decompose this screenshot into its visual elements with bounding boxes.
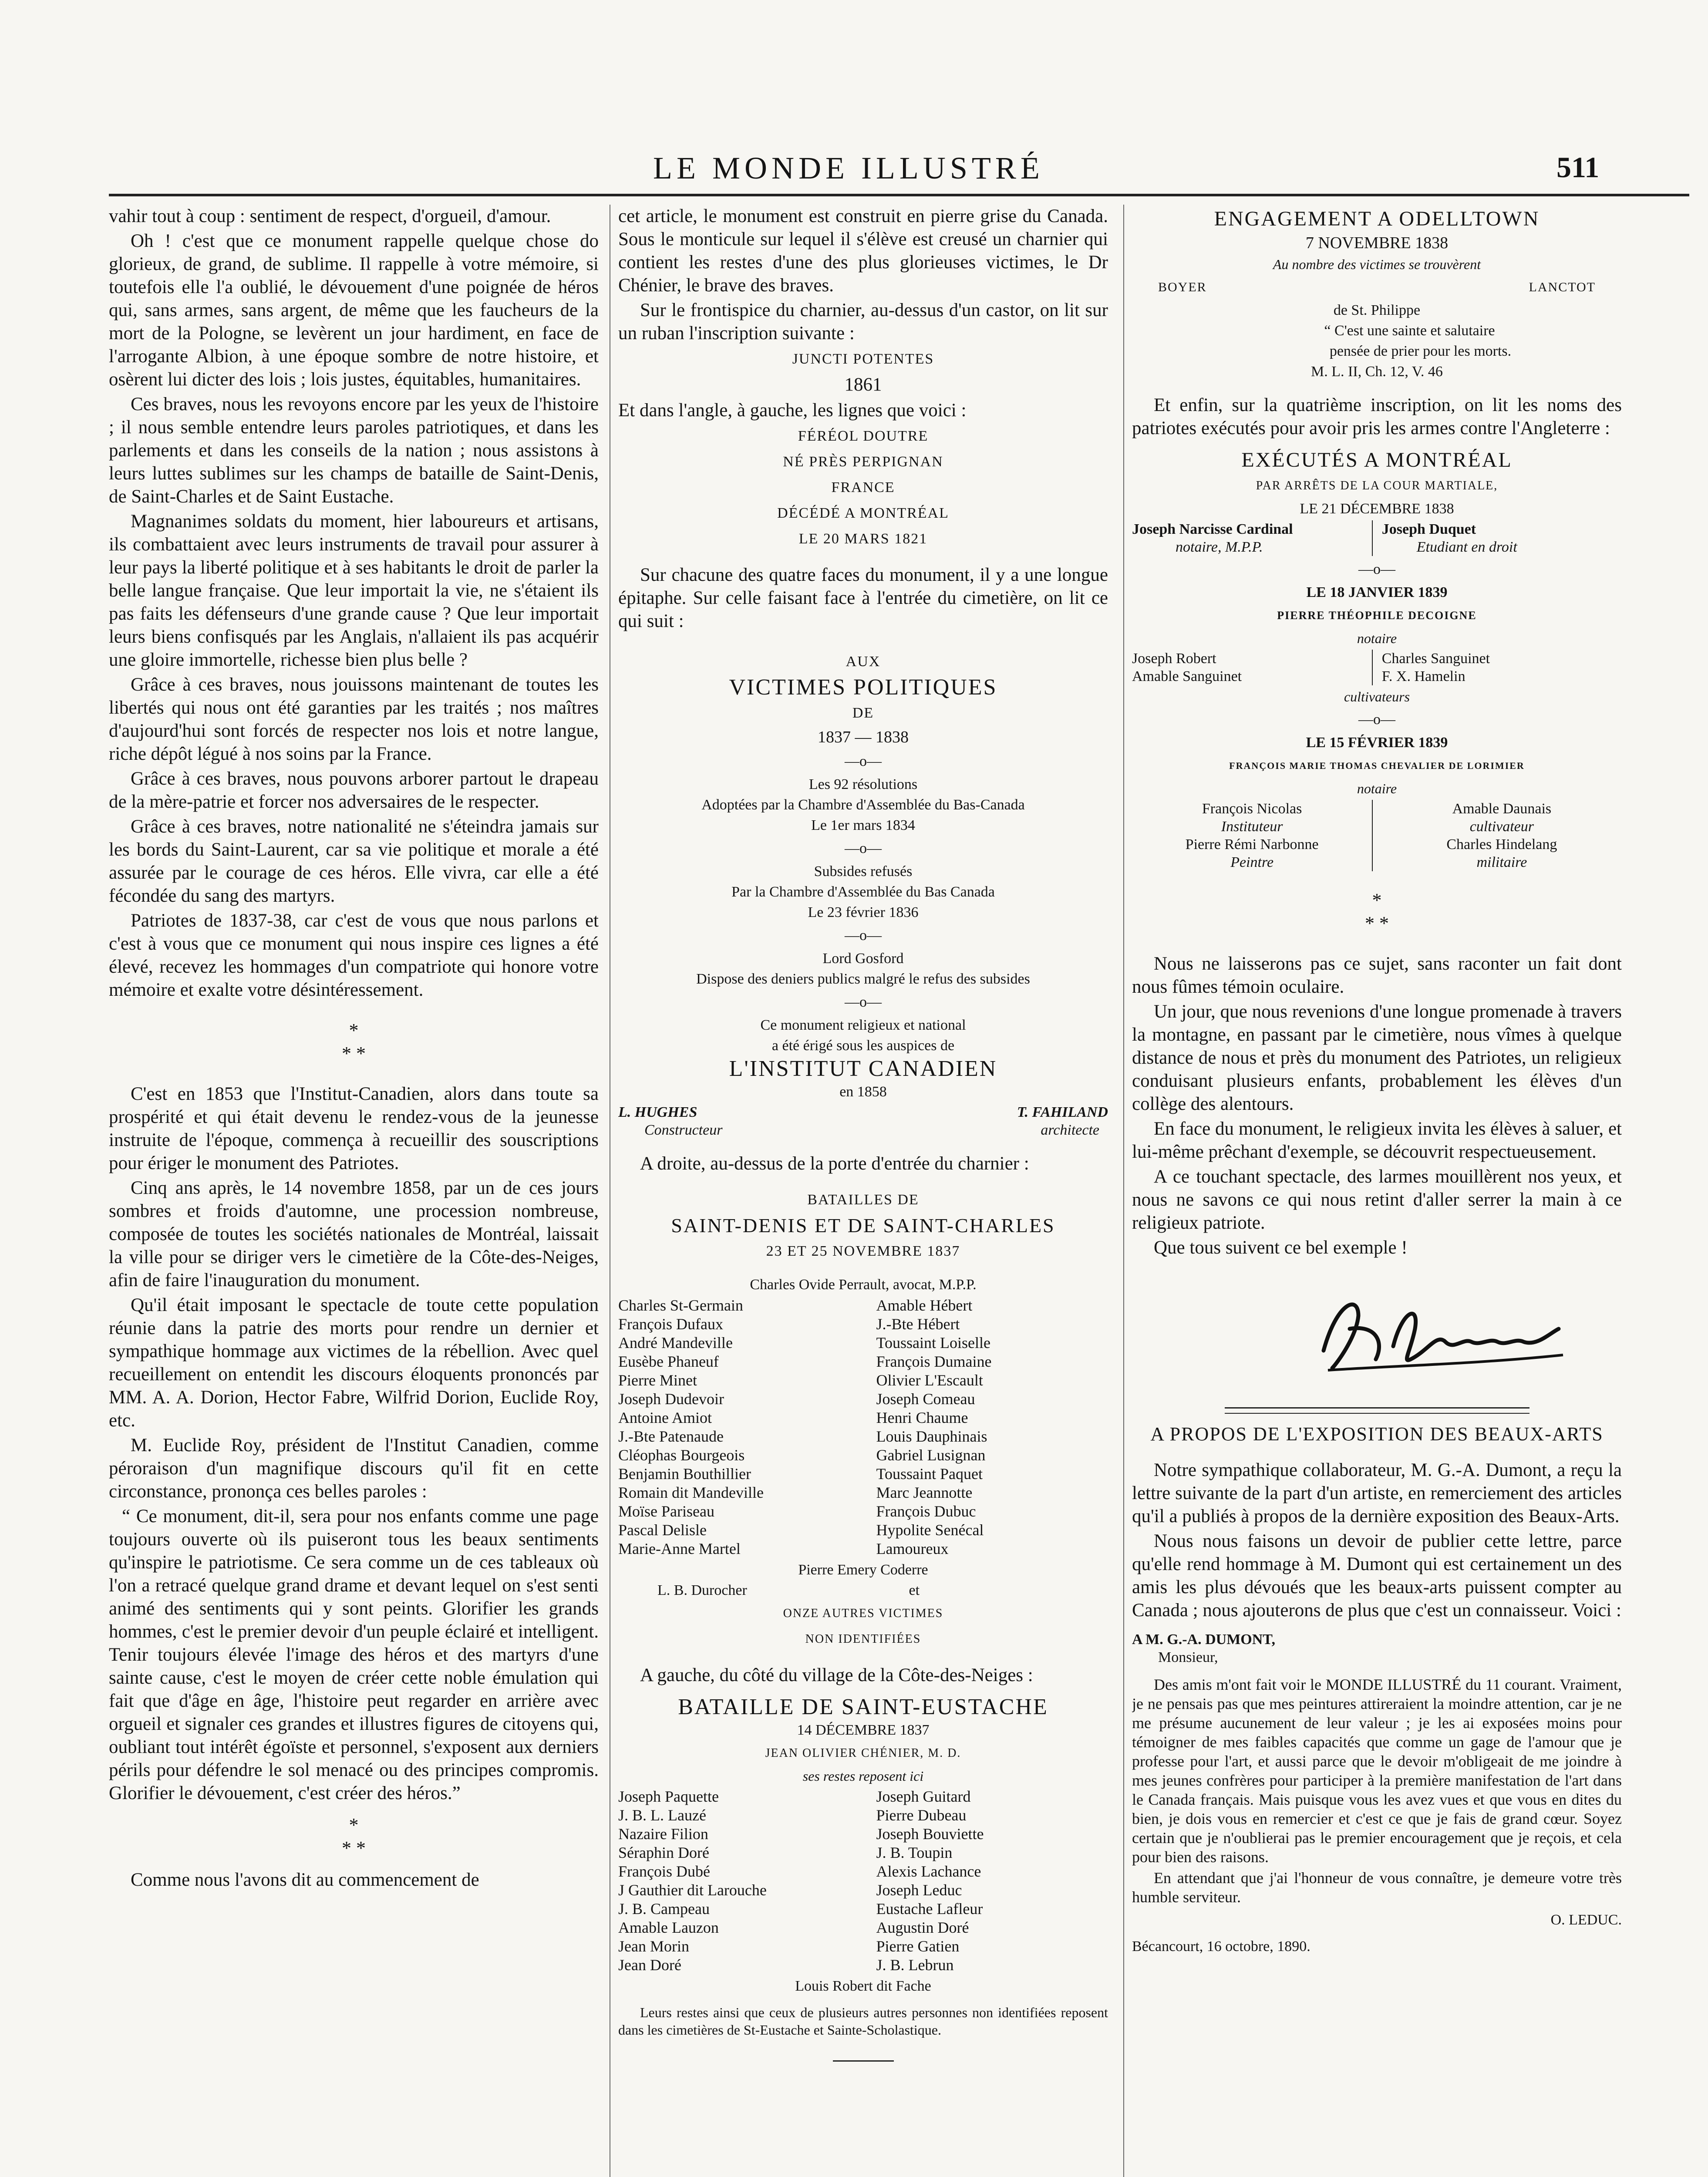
victim-name: BOYER	[1158, 280, 1207, 294]
letter-body: En attendant que j'ai l'honneur de vous connaître, je demeure votre très humble serviteur.	[1132, 1869, 1622, 1906]
victim-name: Cléophas Bourgeois	[618, 1446, 745, 1464]
epitaph-line: AUX	[846, 654, 881, 670]
executed-name: Pierre Rémi Narbonne	[1185, 836, 1319, 853]
letter-salutation: Monsieur,	[1158, 1649, 1218, 1665]
executed-pair	[1132, 520, 1622, 556]
epitaph-line: ses restes reposent ici	[802, 1768, 924, 1784]
paragraph: Nous ne laisserons pas ce sujet, sans raconter un fait dont nous fûmes témoin oculaire.	[1132, 954, 1622, 997]
executed-name: Joseph Narcisse Cardinal	[1132, 521, 1293, 537]
epitaph-line: Ce monument religieux et national	[760, 1017, 966, 1033]
separator: —o—	[845, 927, 882, 944]
paragraph: C'est en 1853 que l'Institut-Canadien, alors dans toute sa prospérité et qui était devenu le rendez-vous de la jeunesse instruite de l'époque, commença à recueillir des souscriptions pour ériger le monument des Patriotes.	[109, 1084, 599, 1173]
executed-pair	[1132, 650, 1622, 685]
epitaph-line: PAR ARRÊTS DE LA COUR MARTIALE,	[1256, 479, 1498, 492]
paragraph: cet article, le monument est construit en pierre grise du Canada. Sous le monticule sur lequel il s'élève est creusé un charnier qui contient les restes d'une des plus glorieuses victimes, le Dr Chénier, le brave des braves.	[618, 206, 1108, 296]
executed-title: Instituteur	[1221, 819, 1283, 835]
epitaph-line: en 1858	[839, 1084, 887, 1100]
victim-name: Gabriel Lusignan	[876, 1446, 986, 1464]
paragraph: En face du monument, le religieux invita les élèves à saluer, et lui-même prêchant d'exemple, se découvrit respectueusement.	[1132, 1119, 1622, 1162]
epitaph-line: Le 23 février 1836	[808, 904, 919, 920]
victim-name: Charles St-Germain	[618, 1297, 743, 1314]
victim-name: J. B. Lebrun	[876, 1956, 954, 1974]
section-date: LE 21 DÉCEMBRE 1838	[1300, 501, 1454, 517]
paragraph: Grâce à ces braves, nous pouvons arborer partout le drapeau de la mère-patrie et forcer nos adversaires de le respecter.	[109, 768, 599, 812]
separator: —o—	[1358, 711, 1395, 728]
epitaph-line: JEAN OLIVIER CHÉNIER, M. D.	[765, 1746, 961, 1760]
inscription-line: LE 20 MARS 1821	[798, 531, 928, 547]
victim-name: J. B. Campeau	[618, 1900, 710, 1918]
victim-name: Amable Lauzon	[618, 1919, 719, 1936]
executed-name: Amable Daunais	[1452, 801, 1552, 817]
victim-name: Joseph Leduc	[876, 1881, 962, 1899]
section-date: LE 15 FÉVRIER 1839	[1306, 735, 1448, 751]
executed-title: Etudiant en droit	[1416, 539, 1517, 555]
victim-name: Pascal Delisle	[618, 1521, 707, 1539]
executed-name: François Nicolas	[1202, 801, 1302, 817]
victim-name: Joseph Paquette	[618, 1788, 719, 1805]
victim-name: Antoine Amiot	[618, 1409, 712, 1426]
separator: —o—	[1358, 561, 1395, 577]
victim-name: Jean Morin	[618, 1938, 689, 1955]
letter-body: Des amis m'ont fait voir le MONDE ILLUSTRÉ du 11 courant. Vraiment, je ne pensais pas que mes peintures attireraient la moindre attention, car je ne me présume aucunement de leur valeur ; je les ai exposées moins pour témoigner de mes faibles capacités que comme un gage de l'amour que je professe pour l'art, et aussi parce que le devoir m'obligeait de me joindre à mes jeunes confrères pour participer à la première manifestation de l'art dans le Canada français. Mais puisque vous les avez vues et que vous en dites du bien, je dois vous en remercier et c'est ce que je fais de grand cœur. Soyez certain que je n'oublierai pas le premier encouragement que je reçois, et cela pour bien des raisons.	[1132, 1676, 1622, 1866]
inscription-line: FÉRÉOL DOUTRE	[798, 428, 929, 444]
inscription-line: FRANCE	[831, 479, 895, 495]
paragraph: Notre sympathique collaborateur, M. G.-A. Dumont, a reçu la lettre suivante de la part d'un artiste, en remerciement des articles qu'il a publiés à propos de la dernière exposition des Beaux-Arts.	[1132, 1460, 1622, 1527]
separator: —o—	[845, 753, 882, 769]
victim-name: Marie-Anne Martel	[618, 1540, 741, 1557]
victims-left	[618, 1787, 850, 1975]
executed-name: Charles Hindelang	[1446, 836, 1557, 853]
victims-left	[618, 1296, 850, 1558]
paragraph: Magnanimes soldats du moment, hier laboureurs et artisans, ils combattaient avec leurs instruments de travail pour assurer à leur pays la liberté politique et à ses habitants le droit de parler la belle langue française. Que leur importait la vie, ne s'étaient ils pas faits les défenseurs d'une grande cause ? Que leur importait leurs biens confisqués par les Anglais, n'allaient ils pas acquérir une gloire immortelle, richesse bien plus belle ?	[109, 511, 599, 670]
section-date: 7 NOVEMBRE 1838	[1305, 234, 1449, 252]
epitaph-date: 23 ET 25 NOVEMBRE 1837	[766, 1243, 960, 1259]
article-title: A PROPOS DE L'EXPOSITION DES BEAUX-ARTS	[1150, 1423, 1604, 1445]
paragraph: Comme nous l'avons dit au commencement de	[131, 1870, 479, 1890]
victim-name: Séraphin Doré	[618, 1844, 709, 1861]
executed-name: Charles Sanguinet	[1381, 650, 1490, 667]
executed-name: Amable Sanguinet	[1132, 668, 1242, 684]
paragraph: Qu'il était imposant le spectacle de toute cette population réunie dans la patrie des morts pour rendre un dernier et sympathique hommage aux victimes de la rébellion. Avec quel recueillement on entendit les discours éloquents prononcés par MM. A. A. Dorion, Hector Fabre, Wilfrid Dorion, Euclide Roy, etc.	[109, 1295, 599, 1431]
header-rule	[109, 194, 1689, 196]
column-1	[109, 205, 599, 2177]
paragraph: Sur chacune des quatre faces du monument, il y a une longue épitaphe. Sur celle faisant face à l'entrée du cimetière, on lit ce qui suit :	[618, 565, 1108, 631]
victim-name: François Dubuc	[876, 1503, 976, 1520]
victim-name: Marc Jeannotte	[876, 1484, 973, 1501]
victim-name: Eustache Lafleur	[876, 1900, 983, 1918]
paragraph: M. Euclide Roy, président de l'Institut Canadien, comme péroraison d'un magnifique discours qu'il fit en cette circonstance, prononça ces belles paroles :	[109, 1435, 599, 1502]
executed-title: cultivateurs	[1344, 689, 1410, 704]
executed-name: FRANÇOIS MARIE THOMAS CHEVALIER DE LORIMIER	[1229, 760, 1525, 771]
executed-title: militaire	[1476, 854, 1527, 870]
victim-name: Augustin Doré	[876, 1919, 969, 1936]
epitaph-line: DE	[852, 705, 874, 721]
builder-title: Constructeur	[644, 1122, 723, 1138]
victim-name: Amable Hébert	[876, 1297, 973, 1314]
epitaph-line: NON IDENTIFIÉES	[805, 1632, 921, 1646]
executed-title: notaire	[1357, 630, 1397, 646]
victim-name: Henri Chaume	[876, 1409, 968, 1426]
divider	[1225, 1413, 1529, 1414]
page-header	[0, 0, 1708, 183]
epitaph-line: Subsides refusés	[814, 863, 913, 880]
epitaph-line: et	[909, 1582, 920, 1598]
victim-name: J. B. Toupin	[876, 1844, 953, 1861]
section-stars: * * *	[1365, 890, 1389, 934]
paragraph: Et enfin, sur la quatrième inscription, on lit les noms des patriotes exécutés pour avoir pris les armes contre l'Angleterre :	[1132, 395, 1622, 438]
architect-title: architecte	[1041, 1122, 1099, 1138]
paragraph: vahir tout à coup : sentiment de respect, d'orgueil, d'amour.	[109, 206, 551, 226]
victim-name: Moïse Pariseau	[618, 1503, 714, 1520]
builder-name: L. HUGHES	[618, 1104, 697, 1120]
victim-name: Joseph Comeau	[876, 1390, 975, 1408]
victims-right	[850, 1296, 1108, 1558]
victim-name: J. B. L. Lauzé	[618, 1806, 706, 1824]
divider	[1225, 1407, 1529, 1409]
epitaph-line: Pierre Emery Coderre	[798, 1562, 928, 1578]
epitaph-line: Lord Gosford	[822, 950, 904, 967]
paragraph: Leurs restes ainsi que ceux de plusieurs autres personnes non identifiées reposent dans les cimetières de St-Eustache et Sainte-Scholastique.	[618, 2005, 1108, 2038]
executed-name: Joseph Duquet	[1381, 521, 1476, 537]
epitaph-title: L'INSTITUT CANADIEN	[729, 1056, 997, 1081]
victim-name: Joseph Bouviette	[876, 1825, 984, 1843]
separator: —o—	[845, 840, 882, 856]
victim-name: J.-Bte Hébert	[876, 1315, 960, 1333]
victim-name: François Dubé	[618, 1863, 710, 1880]
paragraph: Que tous suivent ce bel exemple !	[1154, 1237, 1408, 1258]
epitaph-title: SAINT-DENIS ET DE SAINT-CHARLES	[671, 1214, 1055, 1237]
paragraph: Cinq ans après, le 14 novembre 1858, par un de ces jours sombres et froids d'automne, une procession nombreuse, composée de toutes les sociétés nationales de Montréal, laissait la ville pour se diriger vers le cimetière de la Côte-des-Neiges, afin de faire l'inauguration du monument.	[109, 1178, 599, 1291]
victim-name: Pierre Gatien	[876, 1938, 960, 1955]
column-divider	[1123, 205, 1124, 2177]
column-2	[618, 205, 1108, 2177]
epitaph-line: Louis Robert dit Fache	[795, 1978, 931, 1994]
victim-name: Pierre Minet	[618, 1372, 697, 1389]
epitaph-line: de St. Philippe	[1333, 302, 1421, 318]
executed-pair	[1132, 800, 1622, 871]
paragraph: Oh ! c'est que ce monument rappelle quelque chose do glorieux, de grand, de sublime. Il rappelle à votre mémoire, si toutefois elle l'a oublié, le dévouement d'une poignée de héros qui, sans armes, sans argent, de même que les faucheurs de la mort de la Pologne, se levèrent un jour hardiment, en face de l'arrogante Albion, à une époque sombre de notre histoire, et osèrent lui dicter des lois ; lois justes, équitables, humanitaires.	[109, 231, 599, 390]
victim-name: LANCTOT	[1529, 280, 1596, 294]
epitaph-line: Charles Ovide Perrault, avocat, M.P.P.	[750, 1277, 977, 1293]
epitaph-line: Les 92 résolutions	[809, 776, 918, 792]
quote-line: pensée de prier pour les morts.	[1329, 343, 1512, 359]
page-number: 511	[1556, 151, 1600, 184]
section-date: LE 18 JANVIER 1839	[1306, 584, 1448, 600]
victim-name: André Mandeville	[618, 1334, 733, 1351]
victim-name: Romain dit Mandeville	[618, 1484, 764, 1501]
handwritten-signature-icon	[1132, 1277, 1611, 1390]
epitaph-line: Au nombre des victimes se trouvèrent	[1273, 256, 1481, 272]
epitaph-line: ONZE AUTRES VICTIMES	[783, 1607, 943, 1620]
epitaph-pair	[618, 1581, 1108, 1599]
executed-title: Peintre	[1230, 854, 1274, 870]
letter-addressee: A M. G.-A. DUMONT,	[1132, 1631, 1275, 1648]
quote-line: “ C'est une sainte et salutaire	[1324, 323, 1495, 339]
victim-name: Joseph Guitard	[876, 1788, 971, 1805]
epitaph-line: Le 1er mars 1834	[811, 817, 915, 833]
inscription-motto: JUNCTI POTENTES	[792, 351, 934, 367]
paragraph: Patriotes de 1837-38, car c'est de vous que nous parlons et c'est à vous que ce monument qui nous inspire ces lignes a été élevé, recevez les hommages d'un compatriote qui honore votre mémoire et exalte votre désintéressement.	[109, 910, 599, 1000]
executed-name: F. X. Hamelin	[1381, 668, 1465, 684]
section-title: EXÉCUTÉS A MONTRÉAL	[1241, 448, 1513, 472]
epitaph-line: BATAILLES DE	[807, 1192, 919, 1208]
executed-title: cultivateur	[1469, 819, 1534, 835]
executed-name: Joseph Robert	[1132, 650, 1216, 667]
victim-name: Pierre Dubeau	[876, 1806, 967, 1824]
paragraph: A ce touchant spectacle, des larmes mouillèrent nos yeux, et nous ne savons ce qui nous retint d'aller serrer la main à ce religieux patriote.	[1132, 1166, 1622, 1233]
paragraph: Nous nous faisons un devoir de publier cette lettre, parce qu'elle rend hommage à M. Dumont qui est certainement un des amis les plus dévoués que les beaux-arts puissent compter au Canada ; nous ajouterons de plus que c'est un connaisseur. Voici :	[1132, 1531, 1622, 1621]
quotation: “ Ce monument, dit-il, sera pour nos enfants comme une page toujours ouverte où ils puiseront tous les beaux sentiments qu'inspire le patriotisme. Ce sera comme un de ces tableaux où l'on a retracé quelque grand drame et devant lequel on s'est senti animé des sentiments qui y sont peints. Glorifier les grands hommes, c'est le premier devoir d'un peuple éclairé et intelligent. Tenir toujours élevée l'image des héros et des martyrs d'une sainte cause, c'est le moyen de créer cette noble émulation qui fait que d'âge en âge, l'histoire peut regarder en arrière avec orgueil et signaler ces grandes et illustres figures de citoyens qui, oubliant tout intérêt égoïste et personnel, s'exposent aux derniers périls pour défendre le sol menacé ou des principes compromis. Glorifier le dévouement, c'est créer des héros.”	[109, 1506, 599, 1803]
victim-name: Toussaint Loiselle	[876, 1334, 990, 1351]
epitaph-line: Par la Chambre d'Assemblée du Bas Canada	[731, 884, 995, 900]
victim-name: Olivier L'Escault	[876, 1372, 983, 1389]
victim-name: Louis Dauphinais	[876, 1428, 987, 1445]
victim-name: J.-Bte Patenaude	[618, 1428, 724, 1445]
inscription-line: DÉCÉDÉ A MONTRÉAL	[777, 505, 949, 521]
victim-pair	[1132, 276, 1622, 299]
paragraph: Grâce à ces braves, nous jouissons maintenant de toutes les libertés qui nous ont été garanties par les traités ; nos maîtres d'aujourd'hui sont forcés de respecter nos lois et notre langue, riche dépôt légué à nos soins par la France.	[109, 674, 599, 764]
victim-name: Eusèbe Phaneuf	[618, 1353, 719, 1370]
builders	[618, 1103, 1108, 1139]
paragraph: Ces braves, nous les revoyons encore par les yeux de l'histoire ; il nous semble entendre leurs paroles patriotiques, et dans les parlements et dans les conseils de la nation ; nous assistons à leurs luttes sublimes sur les champs de bataille de Saint-Denis, de Saint-Charles et de Saint Eustache.	[109, 394, 599, 507]
section-title: ENGAGEMENT A ODELLTOWN	[1214, 207, 1540, 230]
executed-title: notaire	[1357, 781, 1397, 796]
victim-name: Benjamin Bouthillier	[618, 1465, 751, 1483]
epitaph-date: 14 DÉCEMBRE 1837	[797, 1722, 930, 1738]
victim-name: François Dumaine	[876, 1353, 992, 1370]
inscription-line: NÉ PRÈS PERPIGNAN	[783, 454, 943, 470]
paragraph: Un jour, que nous revenions d'une longue promenade à travers la montagne, en passant par le cimetière, nous vîmes à quelque distance de nous et près du monument des Patriotes, un religieux conduisant plusieurs enfants, probablement les élèves d'un collège des alentours.	[1132, 1001, 1622, 1114]
epitaph-line: a été érigé sous les auspices de	[771, 1038, 955, 1054]
signature	[1132, 1277, 1622, 1390]
victim-name: Joseph Dudevoir	[618, 1390, 724, 1408]
victim-name: Hypolite Senécal	[876, 1521, 984, 1539]
executed-name: PIERRE THÉOPHILE DECOIGNE	[1277, 609, 1477, 622]
inscription-year: 1861	[844, 374, 882, 395]
epitaph-line: L. B. Durocher	[657, 1582, 747, 1598]
victims-right	[850, 1787, 1108, 1975]
epitaph-line: Dispose des deniers publics malgré le refus des subsides	[696, 971, 1030, 987]
letter-signature: O. LEDUC.	[1550, 1912, 1622, 1928]
section-stars: * * *	[342, 1814, 366, 1859]
paragraph: Grâce à ces braves, notre nationalité ne s'éteindra jamais sur les bords du Saint-Laurent, car sa vie politique et morale a été assurée par le courage de ces héros. Elle vivra, car elle a été fécondée du sang des martyrs.	[109, 816, 599, 906]
paragraph: Sur le frontispice du charnier, au-dessus d'un castor, on lit sur un ruban l'inscription suivante :	[618, 300, 1108, 344]
letter-place-date: Bécancourt, 16 octobre, 1890.	[1132, 1938, 1310, 1955]
victim-name: Lamoureux	[876, 1540, 949, 1557]
epitaph-title: BATAILLE DE SAINT-EUSTACHE	[678, 1695, 1048, 1719]
victims-list	[618, 1296, 1108, 1558]
victim-name: Nazaire Filion	[618, 1825, 708, 1843]
column-3	[1132, 205, 1622, 2177]
reference: M. L. II, Ch. 12, V. 46	[1311, 364, 1443, 380]
victims-list	[618, 1787, 1108, 1975]
separator: —o—	[845, 994, 882, 1010]
masthead: LE MONDE ILLUSTRÉ	[653, 151, 1044, 185]
victim-name: François Dufaux	[618, 1315, 723, 1333]
paragraph: A gauche, du côté du village de la Côte-des-Neiges :	[640, 1665, 1033, 1685]
epitaph-line: Adoptées par la Chambre d'Assemblée du Bas-Canada	[701, 797, 1025, 813]
victim-name: Toussaint Paquet	[876, 1465, 983, 1483]
epitaph-years: 1837 — 1838	[818, 728, 909, 746]
paragraph: Et dans l'angle, à gauche, les lignes que voici :	[618, 400, 967, 421]
victim-name: Alexis Lachance	[876, 1863, 981, 1880]
architect-name: T. FAHILAND	[1017, 1104, 1108, 1120]
victim-name: J Gauthier dit Larouche	[618, 1881, 767, 1899]
section-stars: * * *	[342, 1020, 366, 1064]
divider	[833, 2060, 894, 2062]
executed-title: notaire, M.P.P.	[1176, 539, 1263, 555]
paragraph: A droite, au-dessus de la porte d'entrée du charnier :	[640, 1153, 1029, 1174]
victim-name: Jean Doré	[618, 1956, 681, 1974]
epitaph-title: VICTIMES POLITIQUES	[729, 675, 997, 700]
